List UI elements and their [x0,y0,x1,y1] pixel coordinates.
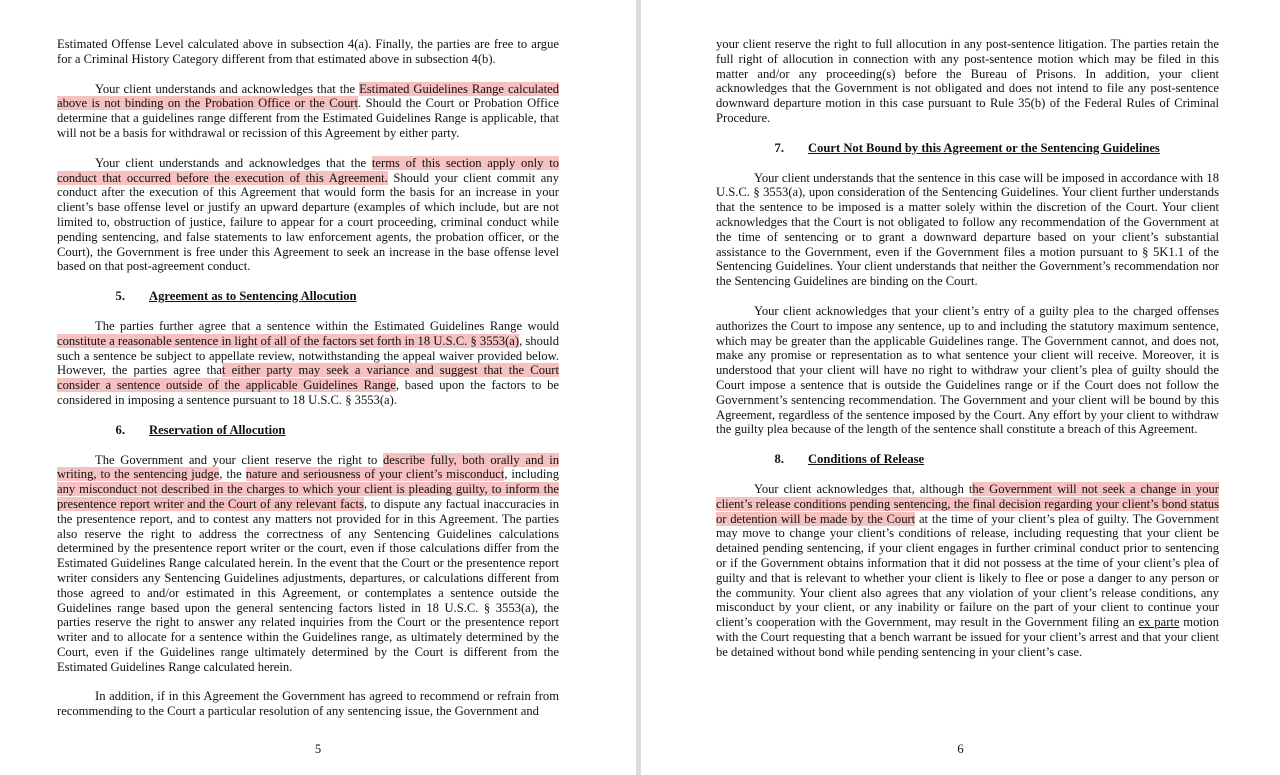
text-run: , including [504,467,559,482]
text-run: The parties further agree that a sentence within the Estimated Guidelines Range would [95,318,559,333]
section-heading-5 [57,289,559,304]
page-5-content [57,37,559,734]
section-number: 6. [115,422,125,437]
highlight: t either party may seek a variance and suggest that the Court consider a sentence outside of the applicable Guidelines Range [57,363,559,393]
highlight: Estimated Guidelines Range calculated above is not binding on the Probation Office or the Court [57,81,559,111]
paragraph: In addition, if in this Agreement the Government has agreed to recommend or refrain from recommending to the Court a particular resolution of any sentencing issue, the Government and [57,689,559,719]
text-run: motion with the Court requesting that a bench warrant be issued for your client’s arrest and that your client be detained without bond while pending sentencing in your client’s case. [716,615,1219,659]
text-run: , to dispute any factual inaccuracies in the presentence report, and to contest any matters not provided for in this Agreement. The parties also reserve the right to address the correctness of any Sentencing Guidelines calculations determined by the presentence report writer or the court, even if those calculations differ from the Estimated Guidelines Range calculated herein. In the event that the Court or the presentence report writer considers any Sentencing Guidelines adjustments, departures, or calculations different from those agreed to and/or estimated in this Agreement, or contemplates a sentence outside the Guidelines range based upon the general sentencing factors listed in 18 U.S.C. § 3553(a), the parties reserve the right to answer any related inquiries from the Court or the presentence report writer and to allocate for a sentence within the Guidelines range, as ultimately determined by the Court, even if the Guidelines range ultimately determined by the Court is different from the Estimated Guidelines Range calculated herein. [57,496,559,674]
paragraph: Estimated Offense Level calculated above in subsection 4(a). Finally, the parties are free to argue for a Criminal History Category different from that estimated above in subsection 4(b). [57,37,559,66]
paragraph [57,82,559,141]
page-6-content [716,37,1219,674]
text-run: Your client understands and acknowledges that the [95,155,372,170]
section-title: Conditions of Release [808,452,925,467]
section-title: Reservation of Allocution [149,422,286,437]
section-heading-8 [716,452,1219,467]
paragraph [57,319,559,408]
text-run: Should your client commit any conduct after the execution of this Agreement that would form the basis for an increase in your client’s base offense level or justify an upward departure (examples of which include, but are not limited to, obstruction of justice, failure to appear for a court proceeding, criminal conduct while pending sentencing, and false statements to law enforcement agents, the probation officer, or the Court), the Government is free under this Agreement to seek an increase in the base offense level based on that post-agreement conduct. [57,170,559,274]
paragraph [716,482,1219,660]
section-heading-7 [716,141,1219,156]
highlight: nature and seriousness of your client’s misconduct [245,467,505,482]
paragraph: your client reserve the right to full allocution in any post-sentence litigation. The parties retain the full right of allocution in connection with any post-sentence motion which may be filed in this matter and/or any proceeding(s) before the Bureau of Prisons. In addition, your client acknowledges that the Government is not obligated and does not intend to file any post-sentence downward departure motion in this case pursuant to Rule 35(b) of the Federal Rules of Criminal Procedure. [716,37,1219,125]
text-run: Your client understands and acknowledges that the [95,81,360,96]
paragraph: Your client acknowledges that your client’s entry of a guilty plea to the charged offenses authorizes the Court to impose any sentence, up to and including the statutory maximum sentence, which may be greater than the applicable Guidelines range. The Government cannot, and does not, make any promise or representation as to what sentence your client will receive. Moreover, it is understood that your client will have no right to withdraw your client’s plea of guilty should the Court impose a sentence that is outside the Guidelines range or if the Court does not follow the Government’s sentencing recommendation. The Government and your client will be bound by this Agreement, regardless of the sentence imposed by the Court. Any effort by your client to withdraw the guilty plea because of the length of the sentence shall constitute a breach of this Agreement. [716,303,1219,437]
page-6 [641,0,1280,775]
highlight: he Government will not seek a change in your client’s release conditions pending sentencing, the final decision regarding your client’s bond status or detention will be made by the Court [716,481,1220,526]
paragraph: Your client understands that the sentence in this case will be imposed in accordance with 18 U.S.C. § 3553(a), upon consideration of the Sentencing Guidelines. Your client further understands that the sentence to be imposed is a matter solely within the discretion of the Court. Your client acknowledges that the Court is not obligated to follow any recommendation of the Government at the time of sentencing or to grant a downward departure based on your client’s substantial assistance to the Government, even if the Government files a motion pursuant to § 5K1.1 of the Sentencing Guidelines. Your client understands that neither the Government’s recommendation nor the Sentencing Guidelines are binding on the Court. [716,170,1219,289]
text-run: Your client acknowledges that, although t [754,481,973,496]
highlight: constitute a reasonable sentence in light of all of the factors set forth in 18 U.S.C. § 3553(a) [57,333,520,348]
page-number: 5 [314,742,322,756]
paragraph [57,156,559,274]
text-run: , the [219,467,246,482]
latin-term: ex parte [1138,615,1180,630]
section-number: 8. [774,452,784,467]
highlight: terms of this section apply only to conduct that occurred before the execution of this Agreement. [57,155,559,185]
section-number: 7. [774,140,784,155]
paragraph [57,453,559,675]
page-number: 6 [957,742,964,756]
section-heading-6 [57,423,559,438]
section-title: Court Not Bound by this Agreement or the Sentencing Guidelines [808,140,1160,155]
text-run: , based upon the factors to be considered in imposing a sentence pursuant to 18 U.S.C. § 3553(a). [57,378,560,407]
page-5 [0,0,636,775]
highlight: any misconduct not described in the charges to which your client is pleading guilty, to inform the presentence report writer and the Court of any relevant facts [57,482,559,511]
text-run: at the time of your client’s plea of guilty. The Government may move to change your client’s conditions of release, including requesting that your client be detained pending sentencing, if your client engages in further criminal conduct prior to sentencing or if the Government obtains information that it did not possess at the time of your client’s plea of guilty and that is relevant to whether your client is likely to flee or pose a danger to any person or the community. Your client also agrees that any violation of your client’s release conditions, any misconduct by your client, or any inability or failure on the part of your client to continue your client’s cooperation with the Government, may result in the Government filing an [716,511,1219,630]
section-title: Agreement as to Sentencing Allocution [149,289,357,304]
text-run: , should such a sentence be subject to appellate review, notwithstanding the appeal waiver provided below. However, the parties agree tha [57,333,559,378]
highlight: describe fully, both orally and in writing, to the sentencing judge [57,452,559,482]
section-number: 5. [115,289,125,304]
text-run: . Should the Court or Probation Office determine that a guidelines range different from the Estimated Guidelines Range is applicable, that will not be a basis for withdrawal or recission of this Agreement by either party. [57,96,560,140]
text-run: The Government and your client reserve the right to [95,452,383,467]
